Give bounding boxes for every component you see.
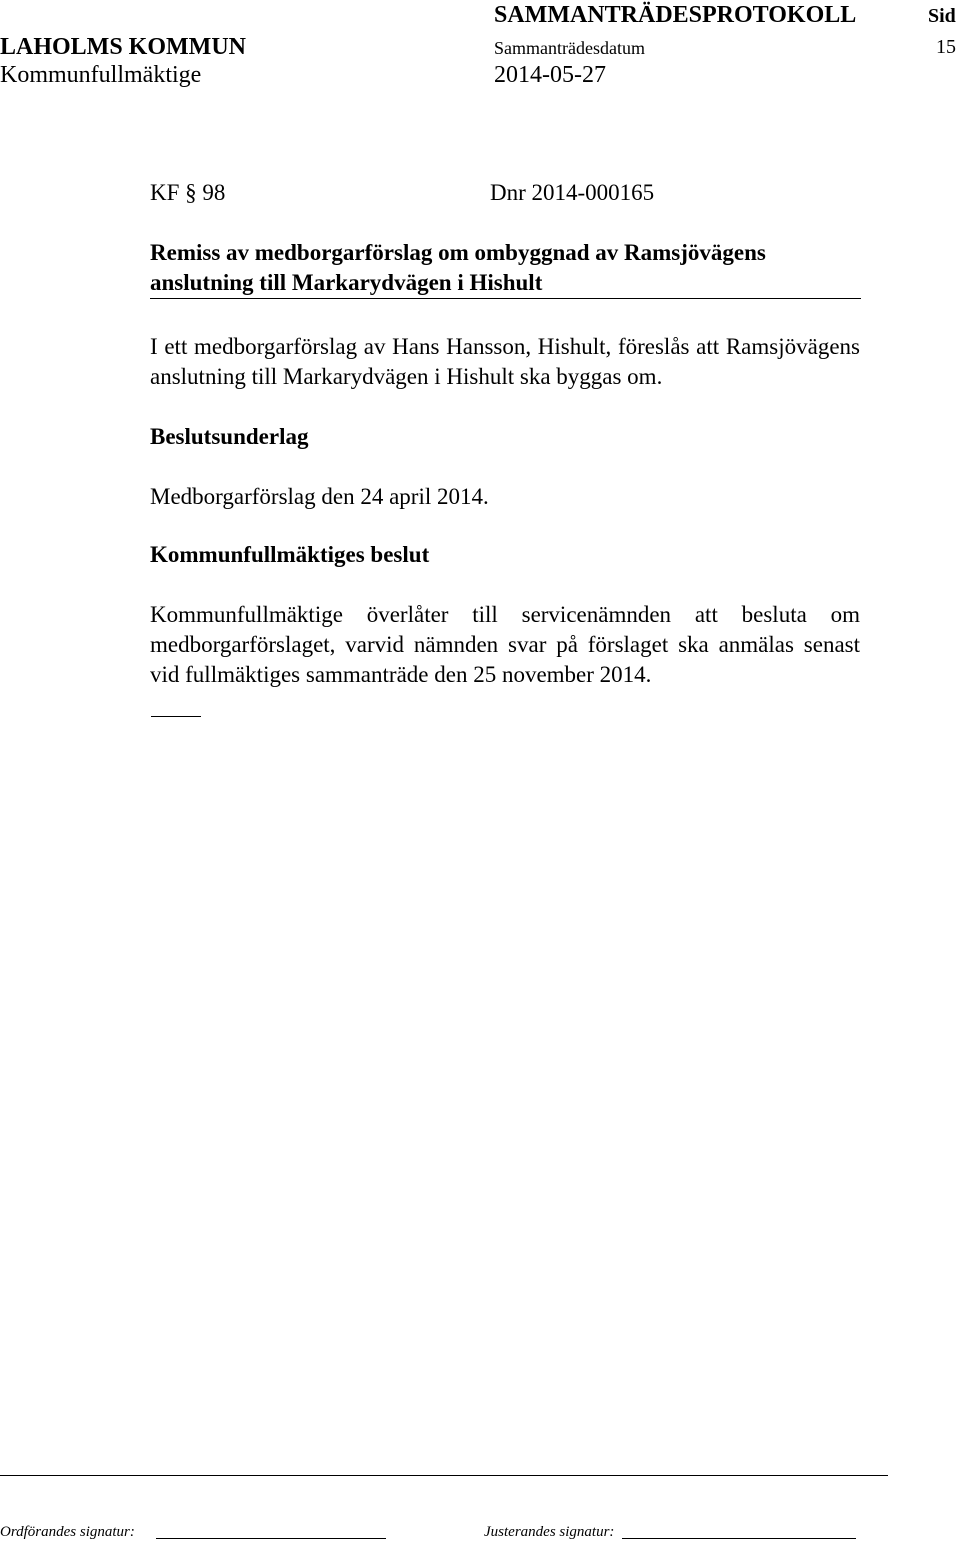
diary-number: Dnr 2014-000165 [490, 180, 655, 205]
page-label: Sid [928, 5, 956, 27]
basis-heading: Beslutsunderlag [150, 424, 309, 449]
governing-body: Kommunfullmäktige [0, 62, 202, 88]
basis-paragraph: Medborgarförslag den 24 april 2014. [150, 484, 489, 509]
end-of-section-rule [151, 716, 201, 717]
meeting-date: 2014-05-27 [494, 62, 606, 88]
meeting-date-label: Sammanträdesdatum [494, 38, 645, 58]
title-underline [150, 298, 861, 299]
intro-paragraph: I ett medborgarförslag av Hans Hansson, Hishult, föreslås att Ramsjövägens anslutning till Markarydvägen i Hishult ska byggas om. [150, 334, 860, 389]
case-reference: KF § 98 [150, 180, 226, 205]
page-number: 15 [936, 36, 956, 58]
decision-heading: Kommunfullmäktiges beslut [150, 542, 430, 567]
adjuster-signature-label: Justerandes signatur: [484, 1524, 615, 1540]
chair-signature-label: Ordförandes signatur: [0, 1524, 135, 1540]
decision-paragraph: Kommunfullmäktige överlåter till servicenämnden att besluta om medborgarförslaget, varvid nämnden svar på förslaget ska anmälas senast vid fullmäktiges sammanträde den 25 november 2014. [150, 602, 860, 687]
footer-divider [0, 1475, 888, 1476]
document-type-title: SAMMANTRÄDESPROTOKOLL [494, 2, 857, 28]
chair-signature-line [156, 1538, 386, 1539]
case-title: Remiss av medborgarförslag om ombyggnad av Ramsjövägens anslutning till Markarydvägen i Hishult [150, 240, 766, 295]
organization-name: LAHOLMS KOMMUN [0, 34, 246, 60]
adjuster-signature-line [622, 1538, 856, 1539]
